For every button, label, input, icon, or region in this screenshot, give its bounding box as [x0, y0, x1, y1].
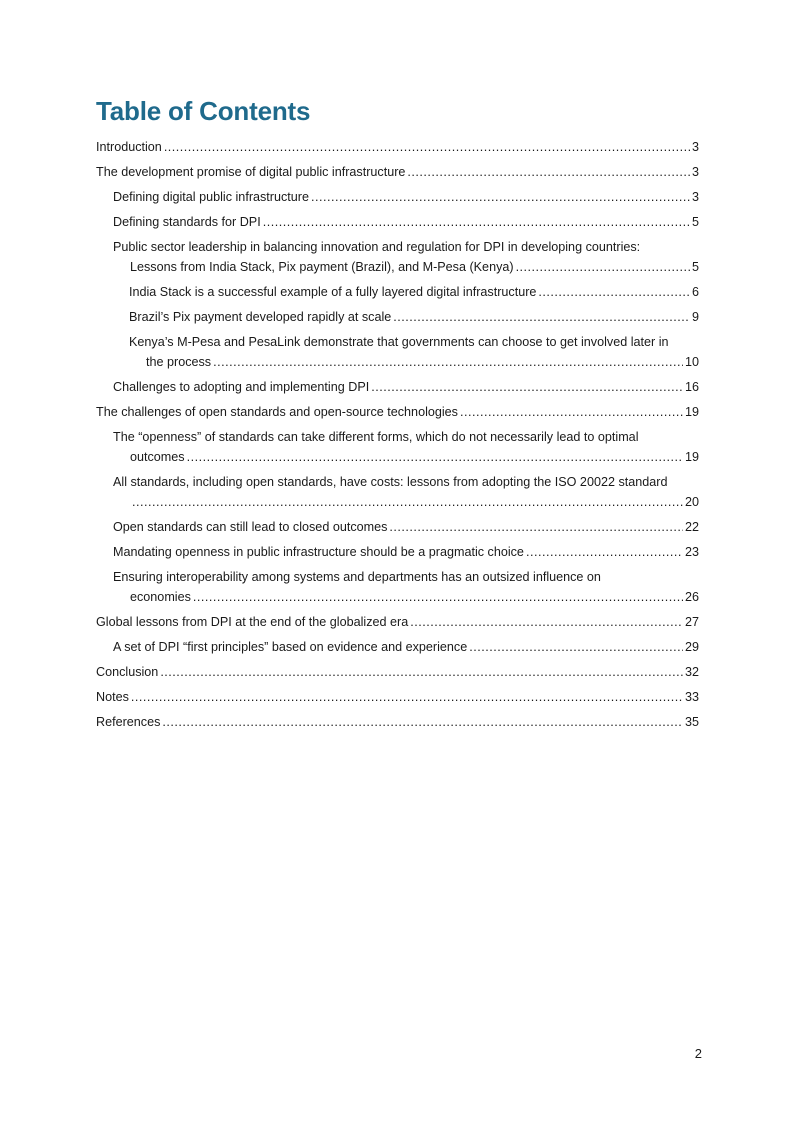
toc-entry-page: 19	[684, 450, 699, 464]
toc-entry-page: 22	[684, 520, 699, 534]
dot-leader	[460, 402, 683, 422]
toc-entry-page: 20	[684, 495, 699, 509]
toc-entry[interactable]	[96, 612, 699, 632]
toc-entry[interactable]	[96, 137, 699, 157]
table-of-contents	[96, 137, 699, 737]
dot-leader	[213, 352, 683, 372]
toc-entry-text: Mandating openness in public infrastructure should be a pragmatic choice	[113, 545, 524, 559]
dot-leader	[389, 517, 683, 537]
dot-leader	[162, 712, 683, 732]
toc-entry[interactable]	[113, 212, 699, 232]
toc-entry-text: Introduction	[96, 140, 162, 154]
toc-entry-text: India Stack is a successful example of a fully layered digital infrastructure	[129, 285, 537, 299]
dot-leader	[538, 282, 690, 302]
dot-leader	[407, 162, 690, 182]
toc-entry-text: Global lessons from DPI at the end of the globalized era	[96, 615, 409, 629]
dot-leader	[132, 492, 683, 512]
toc-entry-page: 16	[684, 380, 699, 394]
dot-leader	[187, 447, 683, 467]
toc-entry[interactable]	[96, 687, 699, 707]
toc-entry-page: 27	[684, 615, 699, 629]
toc-entry-page: 29	[684, 640, 699, 654]
toc-entry[interactable]	[96, 402, 699, 422]
dot-leader	[263, 212, 690, 232]
toc-entry-text: Conclusion	[96, 665, 159, 679]
page-number: 2	[694, 1046, 702, 1061]
toc-entry-page: 33	[684, 690, 699, 704]
toc-entry-text-line: Public sector leadership in balancing innovation and regulation for DPI in developing countries:	[113, 240, 641, 254]
toc-entry[interactable]	[113, 542, 699, 562]
toc-entry-text: The challenges of open standards and open-source technologies	[96, 405, 458, 419]
dot-leader	[311, 187, 690, 207]
toc-entry-page: 32	[684, 665, 699, 679]
dot-leader	[516, 257, 690, 277]
toc-entry-text: Notes	[96, 690, 129, 704]
dot-leader	[469, 637, 683, 657]
toc-entry-page: 5	[691, 260, 699, 274]
toc-entry-page: 26	[684, 590, 699, 604]
dot-leader	[131, 687, 683, 707]
dot-leader	[160, 662, 683, 682]
toc-entry-text: outcomes	[130, 450, 185, 464]
toc-entry-page: 35	[684, 715, 699, 729]
toc-entry[interactable]	[113, 377, 699, 397]
dot-leader	[164, 137, 690, 157]
dot-leader	[526, 542, 683, 562]
toc-entry-text: economies	[130, 590, 191, 604]
toc-entry[interactable]	[113, 472, 699, 512]
toc-entry[interactable]	[129, 307, 699, 327]
dot-leader	[393, 307, 690, 327]
toc-entry-text: the process	[146, 355, 212, 369]
toc-entry[interactable]	[96, 662, 699, 682]
toc-entry[interactable]	[113, 237, 699, 277]
toc-entry-page: 19	[684, 405, 699, 419]
toc-entry[interactable]	[96, 712, 699, 732]
toc-entry-text: Lessons from India Stack, Pix payment (Brazil), and M-Pesa (Kenya)	[130, 260, 514, 274]
toc-entry-text: Challenges to adopting and implementing DPI	[113, 380, 370, 394]
toc-entry-text-line: The “openness” of standards can take different forms, which do not necessarily lead to optimal	[113, 430, 639, 444]
toc-entry-page: 5	[691, 215, 699, 229]
toc-entry[interactable]	[129, 282, 699, 302]
toc-entry-page: 3	[691, 140, 699, 154]
toc-entry-text: The development promise of digital public infrastructure	[96, 165, 406, 179]
toc-entry-text: References	[96, 715, 161, 729]
toc-entry-text: Defining standards for DPI	[113, 215, 261, 229]
toc-entry-text: Brazil’s Pix payment developed rapidly at scale	[129, 310, 392, 324]
dot-leader	[410, 612, 683, 632]
toc-entry[interactable]	[113, 567, 699, 607]
toc-entry[interactable]	[113, 637, 699, 657]
toc-entry-page: 10	[684, 355, 699, 369]
toc-entry[interactable]	[113, 517, 699, 537]
toc-entry-text: Open standards can still lead to closed outcomes	[113, 520, 388, 534]
toc-entry-page: 3	[691, 190, 699, 204]
toc-entry-page: 3	[691, 165, 699, 179]
toc-entry-text-line: All standards, including open standards, have costs: lessons from adopting the ISO 20022 standard	[113, 475, 668, 489]
toc-entry-page: 23	[684, 545, 699, 559]
dot-leader	[193, 587, 683, 607]
toc-entry[interactable]	[113, 427, 699, 467]
toc-entry-page: 9	[691, 310, 699, 324]
toc-entry-text-line: Ensuring interoperability among systems and departments has an outsized influence on	[113, 570, 601, 584]
toc-title: Table of Contents	[96, 96, 311, 126]
toc-entry-page: 6	[691, 285, 699, 299]
toc-entry[interactable]	[96, 162, 699, 182]
dot-leader	[371, 377, 683, 397]
toc-entry-text-line: Kenya’s M-Pesa and PesaLink demonstrate that governments can choose to get involved later in	[129, 335, 669, 349]
toc-entry[interactable]	[113, 187, 699, 207]
toc-entry[interactable]	[129, 332, 699, 372]
toc-entry-text: A set of DPI “first principles” based on evidence and experience	[113, 640, 468, 654]
toc-entry-text: Defining digital public infrastructure	[113, 190, 310, 204]
